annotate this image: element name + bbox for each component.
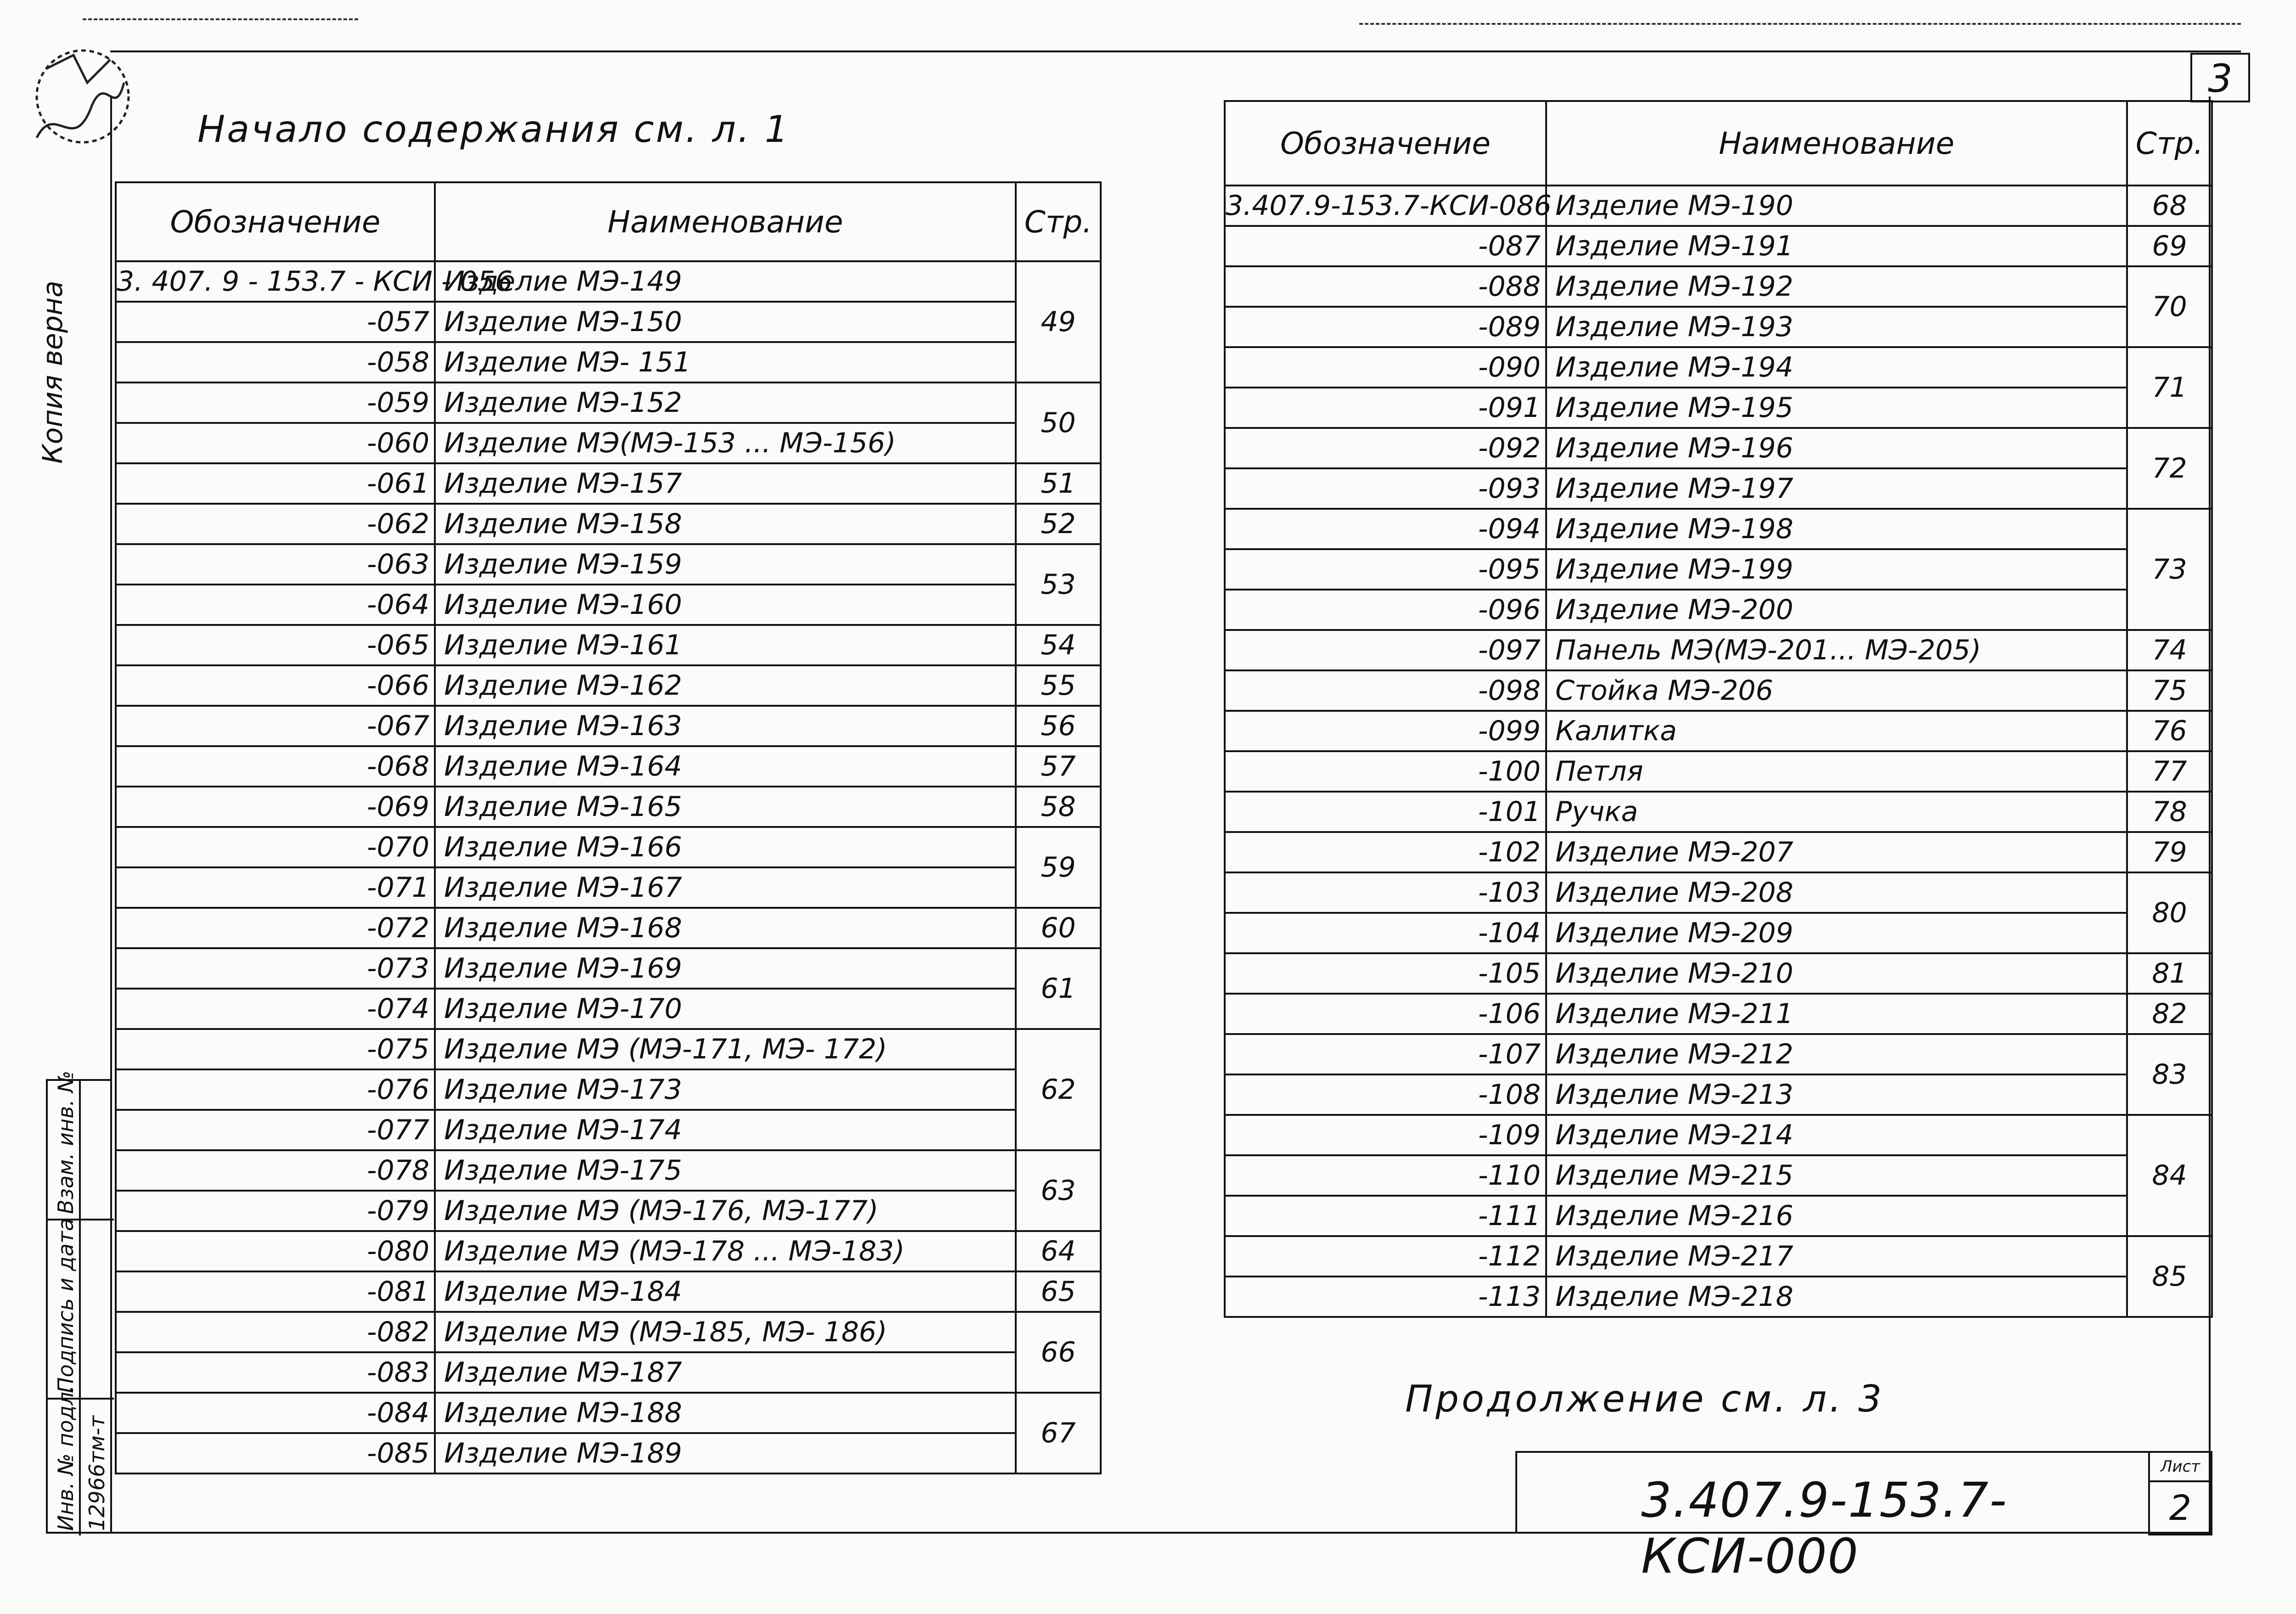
margin-replacement-no: Взам. инв. №: [53, 1070, 78, 1214]
right-page-cell: 72: [2127, 428, 2212, 509]
frame-top-line: [110, 51, 2241, 52]
right-caption: Продолжение см. л. 3: [1405, 1378, 1885, 1420]
right-row: [1225, 590, 2212, 630]
right-code-cell: -105: [1225, 953, 1546, 994]
left-name-cell: Изделие МЭ-157: [435, 463, 1016, 504]
left-name-cell: Изделие МЭ-167: [435, 867, 1016, 908]
right-row: [1225, 1236, 2212, 1277]
left-row: [116, 504, 1101, 544]
left-name-cell: Изделие МЭ-158: [435, 504, 1016, 544]
stamp-circle: [37, 51, 129, 142]
right-code-cell: -107: [1225, 1034, 1546, 1074]
left-name-cell: Изделие МЭ-187: [435, 1352, 1016, 1393]
right-name-cell: Изделие МЭ-199: [1546, 549, 2127, 590]
left-code-cell: -077: [116, 1110, 435, 1150]
right-code-cell: -100: [1225, 751, 1546, 792]
right-row: [1225, 994, 2212, 1034]
left-row: [116, 463, 1101, 504]
right-name-cell: Калитка: [1546, 711, 2127, 751]
left-page-cell: 55: [1016, 665, 1101, 706]
left-name-cell: Изделие МЭ-152: [435, 382, 1016, 423]
left-code-cell: -080: [116, 1231, 435, 1271]
left-header-name: Наименование: [435, 182, 1016, 261]
left-name-cell: Изделие МЭ (МЭ-176, МЭ-177): [435, 1191, 1016, 1231]
right-code-cell: 3.407.9-153.7-КСИ-086: [1225, 186, 1546, 226]
left-name-cell: Изделие МЭ-188: [435, 1393, 1016, 1433]
left-page-cell: 57: [1016, 746, 1101, 787]
right-name-cell: Изделие МЭ-194: [1546, 347, 2127, 388]
right-row: [1225, 792, 2212, 832]
right-name-cell: Изделие МЭ-195: [1546, 388, 2127, 428]
margin-original-value: 12966тм-т: [84, 1415, 109, 1531]
document-designation: 3.407.9-153.7-КСИ-000: [1641, 1472, 2008, 1584]
left-code-cell: -067: [116, 706, 435, 746]
left-row: [116, 261, 1101, 302]
right-page-cell: 78: [2127, 792, 2212, 832]
left-code-cell: -065: [116, 625, 435, 665]
left-page-cell: 54: [1016, 625, 1101, 665]
right-code-cell: -093: [1225, 468, 1546, 509]
left-row: [116, 382, 1101, 423]
right-code-cell: -099: [1225, 711, 1546, 751]
right-name-cell: Изделие МЭ-192: [1546, 266, 2127, 307]
right-name-cell: Изделие МЭ-197: [1546, 468, 2127, 509]
left-code-cell: -072: [116, 908, 435, 948]
right-row: [1225, 226, 2212, 266]
left-name-cell: Изделие МЭ-159: [435, 544, 1016, 585]
left-code-cell: -061: [116, 463, 435, 504]
left-row: [116, 1069, 1101, 1110]
margin-fields-column: [46, 1070, 112, 1534]
right-name-cell: Изделие МЭ-191: [1546, 226, 2127, 266]
stamp-ink: [37, 51, 129, 142]
left-row: [116, 1231, 1101, 1271]
top-dashed-edge-left: [83, 18, 358, 20]
right-page-cell: 73: [2127, 509, 2212, 630]
right-code-cell: -110: [1225, 1155, 1546, 1196]
sheet-label: Лист: [2150, 1453, 2211, 1482]
right-name-cell: Изделие МЭ-218: [1546, 1277, 2127, 1317]
right-page-cell: 81: [2127, 953, 2212, 994]
left-row: [116, 302, 1101, 342]
right-code-cell: -092: [1225, 428, 1546, 468]
left-page-cell: 62: [1016, 1029, 1101, 1150]
left-code-cell: -081: [116, 1271, 435, 1312]
margin-original-no: Инв. № подл.: [53, 1385, 78, 1531]
right-name-cell: Изделие МЭ-210: [1546, 953, 2127, 994]
right-page-cell: 80: [2127, 872, 2212, 953]
right-row: [1225, 549, 2212, 590]
right-name-cell: Изделие МЭ-190: [1546, 186, 2127, 226]
left-row: [116, 867, 1101, 908]
right-name-cell: Изделие МЭ-207: [1546, 832, 2127, 872]
left-caption: Начало содержания см. л. 1: [197, 108, 790, 151]
right-code-cell: -106: [1225, 994, 1546, 1034]
right-page-cell: 85: [2127, 1236, 2212, 1317]
left-code-cell: -082: [116, 1312, 435, 1352]
left-page-cell: 51: [1016, 463, 1101, 504]
left-name-cell: Изделие МЭ-173: [435, 1069, 1016, 1110]
right-row: [1225, 307, 2212, 347]
right-header-page: Стр.: [2127, 101, 2212, 186]
right-code-cell: -088: [1225, 266, 1546, 307]
left-row: [116, 1029, 1101, 1069]
left-page-cell: 61: [1016, 948, 1101, 1029]
left-code-cell: -079: [116, 1191, 435, 1231]
right-row: [1225, 711, 2212, 751]
left-code-cell: -058: [116, 342, 435, 382]
left-code-cell: -059: [116, 382, 435, 423]
left-code-cell: 3. 407. 9 - 153.7 - КСИ - 056: [116, 261, 435, 302]
left-name-cell: Изделие МЭ(МЭ-153 ... МЭ-156): [435, 423, 1016, 463]
right-code-cell: -087: [1225, 226, 1546, 266]
left-name-cell: Изделие МЭ-189: [435, 1433, 1016, 1473]
sheet-number: 2: [2169, 1487, 2192, 1528]
left-row: [116, 1393, 1101, 1433]
left-code-cell: -075: [116, 1029, 435, 1069]
left-name-cell: Изделие МЭ-170: [435, 989, 1016, 1029]
right-page-cell: 69: [2127, 226, 2212, 266]
sheet-number-cell: [2148, 1451, 2212, 1535]
left-name-cell: Изделие МЭ-150: [435, 302, 1016, 342]
signature-stroke: [46, 55, 110, 83]
right-row: [1225, 1034, 2212, 1074]
right-row: [1225, 266, 2212, 307]
right-name-cell: Стойка МЭ-206: [1546, 670, 2127, 711]
left-page-cell: 52: [1016, 504, 1101, 544]
right-name-cell: Петля: [1546, 751, 2127, 792]
left-name-cell: Изделие МЭ- 151: [435, 342, 1016, 382]
left-page-cell: 58: [1016, 787, 1101, 827]
left-page-cell: 50: [1016, 382, 1101, 463]
left-code-cell: -057: [116, 302, 435, 342]
right-name-cell: Изделие МЭ-214: [1546, 1115, 2127, 1155]
right-page-cell: 75: [2127, 670, 2212, 711]
right-name-cell: Изделие МЭ-216: [1546, 1196, 2127, 1236]
right-name-cell: Изделие МЭ-208: [1546, 872, 2127, 913]
left-row: [116, 787, 1101, 827]
left-code-cell: -062: [116, 504, 435, 544]
left-row: [116, 423, 1101, 463]
right-contents-table: [1224, 100, 2213, 1318]
left-name-cell: Изделие МЭ-161: [435, 625, 1016, 665]
left-page-cell: 49: [1016, 261, 1101, 382]
left-row: [116, 585, 1101, 625]
left-name-cell: Изделие МЭ-174: [435, 1110, 1016, 1150]
margin-inner-divider: [79, 1081, 81, 1535]
right-code-cell: -096: [1225, 590, 1546, 630]
right-header-name: Наименование: [1546, 101, 2127, 186]
right-row: [1225, 186, 2212, 226]
left-name-cell: Изделие МЭ (МЭ-178 ... МЭ-183): [435, 1231, 1016, 1271]
right-row: [1225, 1196, 2212, 1236]
left-header-page: Стр.: [1016, 182, 1101, 261]
right-code-cell: -103: [1225, 872, 1546, 913]
right-row: [1225, 832, 2212, 872]
left-header-code: Обозначение: [116, 182, 435, 261]
top-dashed-edge-right: [1359, 23, 2241, 25]
right-code-cell: -090: [1225, 347, 1546, 388]
left-page-cell: 56: [1016, 706, 1101, 746]
right-name-cell: Изделие МЭ-196: [1546, 428, 2127, 468]
left-row: [116, 746, 1101, 787]
right-code-cell: -098: [1225, 670, 1546, 711]
right-code-cell: -113: [1225, 1277, 1546, 1317]
left-code-cell: -084: [116, 1393, 435, 1433]
left-name-cell: Изделие МЭ-169: [435, 948, 1016, 989]
left-code-cell: -066: [116, 665, 435, 706]
left-name-cell: Изделие МЭ-166: [435, 827, 1016, 867]
right-name-cell: Изделие МЭ-209: [1546, 913, 2127, 953]
right-page-cell: 79: [2127, 832, 2212, 872]
left-name-cell: Изделие МЭ (МЭ-171, МЭ- 172): [435, 1029, 1016, 1069]
right-code-cell: -097: [1225, 630, 1546, 670]
left-code-cell: -073: [116, 948, 435, 989]
right-page-cell: 76: [2127, 711, 2212, 751]
right-code-cell: -104: [1225, 913, 1546, 953]
left-row: [116, 1110, 1101, 1150]
right-row: [1225, 388, 2212, 428]
right-name-cell: Панель МЭ(МЭ-201... МЭ-205): [1546, 630, 2127, 670]
right-page-cell: 71: [2127, 347, 2212, 428]
right-row: [1225, 428, 2212, 468]
left-code-cell: -083: [116, 1352, 435, 1393]
left-code-cell: -085: [116, 1433, 435, 1473]
left-page-cell: 65: [1016, 1271, 1101, 1312]
left-code-cell: -068: [116, 746, 435, 787]
left-name-cell: Изделие МЭ-162: [435, 665, 1016, 706]
right-row: [1225, 1155, 2212, 1196]
corner-number-box: [2190, 53, 2250, 102]
right-page-cell: 84: [2127, 1115, 2212, 1236]
left-name-cell: Изделие МЭ-160: [435, 585, 1016, 625]
left-name-cell: Изделие МЭ-175: [435, 1150, 1016, 1191]
right-page-cell: 74: [2127, 630, 2212, 670]
right-code-cell: -108: [1225, 1074, 1546, 1115]
left-code-cell: -070: [116, 827, 435, 867]
right-code-cell: -091: [1225, 388, 1546, 428]
right-code-cell: -094: [1225, 509, 1546, 549]
left-page-cell: 66: [1016, 1312, 1101, 1393]
right-code-cell: -112: [1225, 1236, 1546, 1277]
left-page-cell: 60: [1016, 908, 1101, 948]
left-row: [116, 544, 1101, 585]
left-name-cell: Изделие МЭ-149: [435, 261, 1016, 302]
right-name-cell: Изделие МЭ-217: [1546, 1236, 2127, 1277]
left-name-cell: Изделие МЭ (МЭ-185, МЭ- 186): [435, 1312, 1016, 1352]
left-code-cell: -071: [116, 867, 435, 908]
left-row: [116, 1191, 1101, 1231]
left-name-cell: Изделие МЭ-165: [435, 787, 1016, 827]
left-row: [116, 989, 1101, 1029]
right-table-body: [1225, 186, 2212, 1317]
right-row: [1225, 670, 2212, 711]
right-name-cell: Изделие МЭ-215: [1546, 1155, 2127, 1196]
left-code-cell: -060: [116, 423, 435, 463]
right-row: [1225, 953, 2212, 994]
right-row: [1225, 1277, 2212, 1317]
left-name-cell: Изделие МЭ-168: [435, 908, 1016, 948]
left-name-cell: Изделие МЭ-163: [435, 706, 1016, 746]
right-name-cell: Изделие МЭ-200: [1546, 590, 2127, 630]
left-row: [116, 1352, 1101, 1393]
left-name-cell: Изделие МЭ-184: [435, 1271, 1016, 1312]
right-row: [1225, 1074, 2212, 1115]
right-row: [1225, 872, 2212, 913]
margin-signature-date: Подпись и дата: [53, 1218, 78, 1393]
left-page-cell: 64: [1016, 1231, 1101, 1271]
right-header-code: Обозначение: [1225, 101, 1546, 186]
left-page-cell: 59: [1016, 827, 1101, 908]
right-row: [1225, 751, 2212, 792]
right-row: [1225, 1115, 2212, 1155]
left-page-cell: 53: [1016, 544, 1101, 625]
right-code-cell: -109: [1225, 1115, 1546, 1155]
title-block: [1515, 1451, 2211, 1584]
right-code-cell: -102: [1225, 832, 1546, 872]
left-code-cell: -078: [116, 1150, 435, 1191]
copy-note: Копия верна: [37, 280, 69, 464]
right-name-cell: Изделие МЭ-193: [1546, 307, 2127, 347]
right-code-cell: -095: [1225, 549, 1546, 590]
left-code-cell: -064: [116, 585, 435, 625]
right-code-cell: -089: [1225, 307, 1546, 347]
left-page-cell: 67: [1016, 1393, 1101, 1473]
left-table-body: [116, 261, 1101, 1473]
right-name-cell: Изделие МЭ-213: [1546, 1074, 2127, 1115]
left-code-cell: -074: [116, 989, 435, 1029]
right-page-cell: 68: [2127, 186, 2212, 226]
right-name-cell: Изделие МЭ-212: [1546, 1034, 2127, 1074]
left-contents-table: [115, 181, 1102, 1474]
right-row: [1225, 913, 2212, 953]
right-code-cell: -111: [1225, 1196, 1546, 1236]
left-row: [116, 1150, 1101, 1191]
right-name-cell: Ручка: [1546, 792, 2127, 832]
left-row: [116, 706, 1101, 746]
left-code-cell: -076: [116, 1069, 435, 1110]
left-row: [116, 908, 1101, 948]
left-row: [116, 827, 1101, 867]
right-row: [1225, 468, 2212, 509]
right-name-cell: Изделие МЭ-198: [1546, 509, 2127, 549]
left-row: [116, 342, 1101, 382]
left-page-cell: 63: [1016, 1150, 1101, 1231]
left-row: [116, 1271, 1101, 1312]
left-code-cell: -069: [116, 787, 435, 827]
corner-number: 3: [2208, 56, 2233, 101]
left-row: [116, 665, 1101, 706]
left-row: [116, 1312, 1101, 1352]
left-code-cell: -063: [116, 544, 435, 585]
left-row: [116, 625, 1101, 665]
right-code-cell: -101: [1225, 792, 1546, 832]
right-row: [1225, 630, 2212, 670]
left-name-cell: Изделие МЭ-164: [435, 746, 1016, 787]
right-row: [1225, 509, 2212, 549]
right-page-cell: 82: [2127, 994, 2212, 1034]
right-row: [1225, 347, 2212, 388]
approval-stamp-mark: [18, 28, 138, 165]
right-page-cell: 70: [2127, 266, 2212, 347]
right-page-cell: 83: [2127, 1034, 2212, 1115]
right-name-cell: Изделие МЭ-211: [1546, 994, 2127, 1034]
right-page-cell: 77: [2127, 751, 2212, 792]
left-row: [116, 1433, 1101, 1473]
left-row: [116, 948, 1101, 989]
